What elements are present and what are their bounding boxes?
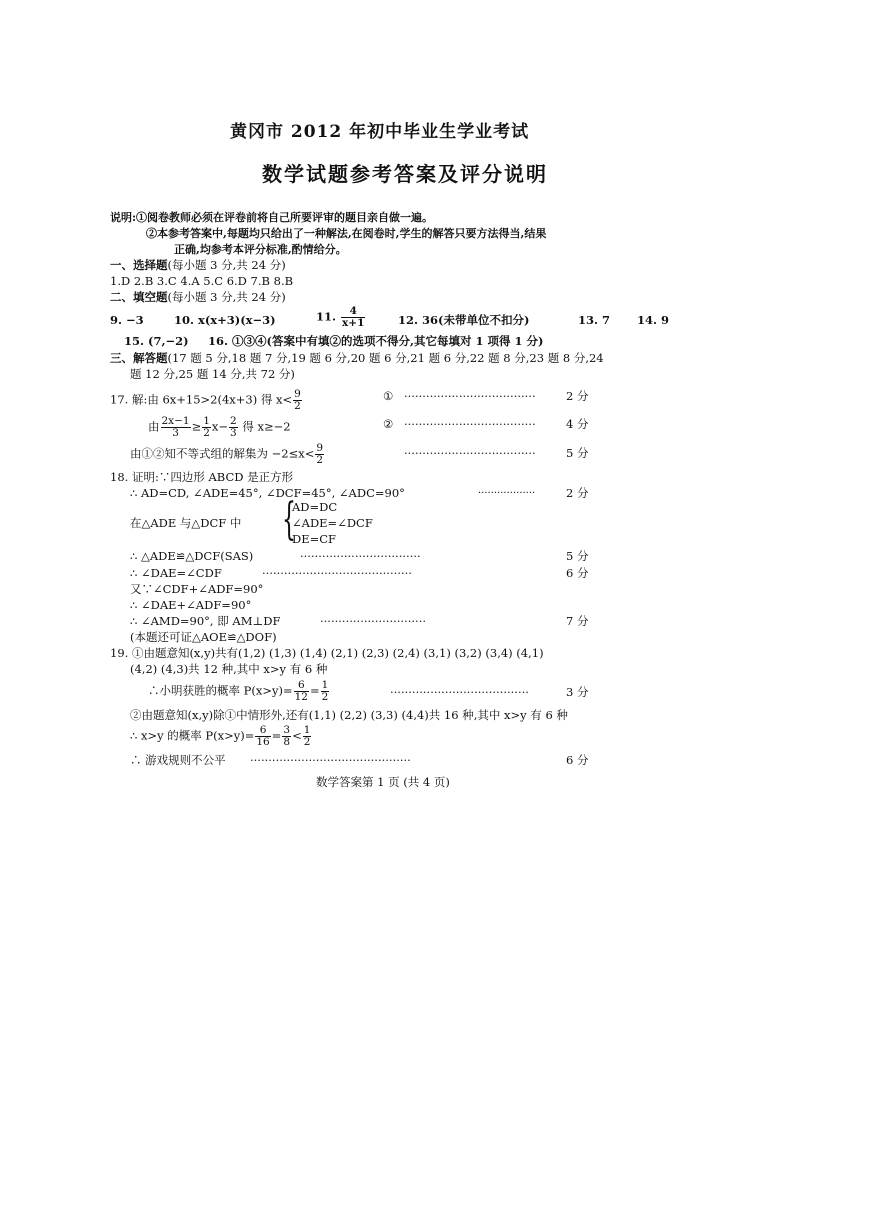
q17-score-3: 5 分: [566, 446, 589, 460]
section-1-desc: (每小题 3 分,共 24 分): [167, 258, 286, 272]
q17-line-3: 由①②知不等式组的解集为 −2≤x< $\frac{9}{2}$: [130, 442, 324, 466]
q18-system-1: AD=DC: [292, 500, 338, 514]
system-brace: {: [282, 494, 296, 545]
q19-line-5: ∴ x>y 的概率 P(x>y)= $\frac{6}{16}$ = $\frac{3}{8}$ < $\frac{1}{2}$: [130, 724, 311, 748]
answer-16: 16. ①③④(答案中有填②的选项不得分,其它每填对 1 项得 1 分): [208, 334, 544, 348]
section-2-desc: (每小题 3 分,共 24 分): [167, 290, 286, 304]
q19-line-4: ②由题意知(x,y)除①中情形外,还有(1,1) (2,2) (3,3) (4,4)共 16 种,其中 x>y 有 6 种: [130, 708, 568, 722]
q18-system-3: DE=CF: [292, 532, 337, 546]
q17-score-1: 2 分: [566, 389, 589, 403]
q19-dots-3: ······································: [390, 685, 529, 699]
q18-dots-4: ·································: [300, 549, 421, 563]
q17-score-2: 4 分: [566, 417, 589, 431]
note-2: ②本参考答案中,每题均只给出了一种解法,在阅卷时,学生的解答只要方法得当,结果: [146, 227, 547, 240]
answer-11-fraction: $\frac{4}{x+1}$: [342, 305, 365, 329]
q17-dots-2: ····································: [404, 417, 536, 431]
q17-dots-1: ····································: [404, 389, 536, 403]
q19-score-6: 6 分: [566, 753, 589, 767]
note-3: 正确,均参考本评分标准,酌情给分。: [174, 243, 347, 256]
section-2-heading: 二、填空题: [110, 290, 168, 304]
answer-13: 13. 7: [578, 313, 611, 327]
q18-line-9: (本题还可证△AOE≌△DOF): [130, 630, 277, 644]
q18-dots-5: ·········································: [262, 566, 412, 580]
answer-9: 9. −3: [110, 313, 144, 327]
q18-score-5: 6 分: [566, 566, 589, 580]
q18-score-2: 2 分: [566, 486, 589, 500]
q18-line-8: ∴ ∠AMD=90°, 即 AM⊥DF: [130, 614, 281, 628]
section-1-header: [110, 258, 286, 273]
q17-mark-1: ①: [383, 389, 394, 403]
q17-fraction-1: $\frac{9}{2}$: [294, 388, 301, 412]
q17-mark-2: ②: [383, 417, 394, 431]
q18-line-2: ∴ AD=CD, ∠ADE=45°, ∠DCF=45°, ∠ADC=90°: [130, 486, 405, 500]
section-3-header: [110, 351, 604, 366]
q19-score-3: 3 分: [566, 685, 589, 699]
section-1-answers: 1.D 2.B 3.C 4.A 5.C 6.D 7.B 8.B: [110, 274, 294, 288]
q18-dots-2: ··················: [478, 488, 536, 499]
q19-line-6: ∴ 游戏规则不公平: [130, 753, 226, 767]
q18-line-4: ∴ △ADE≌△DCF(SAS): [130, 549, 254, 563]
answer-15: 15. (7,−2): [124, 334, 189, 348]
q17-line-2: 由 $\frac{2x-1}{3}$ ≥ $\frac{1}{2}$ x− $\frac{2}{3}$ 得 x≥−2: [148, 415, 291, 439]
section-3-desc-1: (17 题 5 分,18 题 7 分,19 题 6 分,20 题 6 分,21 题 6 分,22 题 8 分,23 题 8 分,24: [167, 351, 604, 365]
answer-11-label: 11.: [316, 309, 337, 324]
page-subtitle: 数学试题参考答案及评分说明: [262, 162, 548, 186]
section-3-desc-2: 题 12 分,25 题 14 分,共 72 分): [130, 367, 295, 381]
page-footer: 数学答案第 1 页 (共 4 页): [316, 775, 450, 789]
section-3-heading: 三、解答题: [110, 351, 168, 365]
q19-line-3: ∴小明获胜的概率 P(x>y)= $\frac{6}{12}$ = $\frac{1}{2}$: [148, 679, 329, 703]
section-1-heading: 一、选择题: [110, 258, 168, 272]
page-title: 黄冈市 2012 年初中毕业生学业考试: [230, 122, 530, 142]
q18-line-7: ∴ ∠DAE+∠ADF=90°: [130, 598, 252, 612]
answer-10: 10. x(x+3)(x−3): [174, 313, 276, 327]
q18-line-3: 在△ADE 与△DCF 中: [130, 516, 242, 530]
q19-line-1: 19. ①由题意知(x,y)共有(1,2) (1,3) (1,4) (2,1) (2,3) (2,4) (3,1) (3,2) (3,4) (4,1): [110, 646, 544, 660]
q18-system-2: ∠ADE=∠DCF: [292, 516, 373, 530]
q18-score-4: 5 分: [566, 549, 589, 563]
answer-12: 12. 36(未带单位不扣分): [398, 313, 530, 327]
answer-11: [316, 306, 366, 329]
note-1: 说明:①阅卷教师必须在评卷前将自己所要评审的题目亲自做一遍。: [110, 211, 434, 224]
q18-line-5: ∴ ∠DAE=∠CDF: [130, 566, 222, 580]
answer-14: 14. 9: [637, 313, 670, 327]
q19-line-2: (4,2) (4,3)共 12 种,其中 x>y 有 6 种: [130, 662, 328, 676]
section-2-header: [110, 290, 286, 305]
q17-line-1: 17. 解:由 6x+15>2(4x+3) 得 x< $\frac{9}{2}$: [110, 388, 301, 412]
q18-score-8: 7 分: [566, 614, 589, 628]
q17-dots-3: ····································: [404, 446, 536, 460]
q18-dots-8: ·····························: [320, 614, 427, 628]
q18-line-1: 18. 证明:∵四边形 ABCD 是正方形: [110, 470, 294, 484]
q18-line-6: 又∵∠CDF+∠ADF=90°: [130, 582, 264, 596]
q19-dots-6: ············································: [250, 753, 411, 767]
